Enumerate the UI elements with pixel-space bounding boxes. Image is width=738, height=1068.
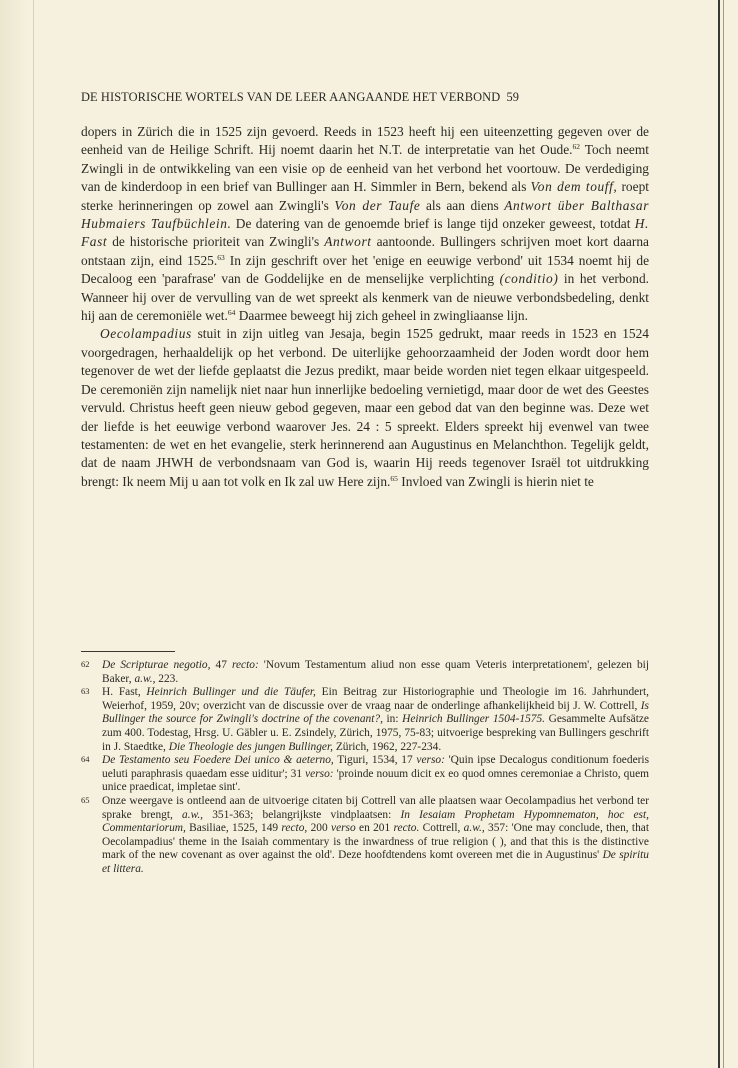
footnote-text-run: Cottrell, — [419, 822, 464, 835]
right-page-edge-shadow — [723, 0, 724, 1068]
italic-title: Antwort — [324, 234, 372, 250]
body-text — [81, 123, 649, 491]
footnote-text-run: 'Novum Testamentum aliud non esse quam Veteris interpretationem', gelezen bij Baker, — [102, 659, 649, 685]
page-number: 59 — [506, 90, 520, 104]
footnote-italic-run: recto. — [393, 822, 420, 835]
footnote-italic-run: Is Bullinger the source for Zwingli's doctrine of the covenant?, — [102, 699, 649, 726]
italic-author: H. Fast — [81, 216, 649, 250]
footnote-italic-run: verso: — [416, 754, 445, 767]
running-header-title: DE HISTORISCHE WORTELS VAN DE LEER AANGAANDE HET VERBOND — [81, 90, 501, 104]
footnote-italic-run: a.w., — [182, 808, 204, 821]
footnotes — [81, 659, 649, 877]
italic-author: Oecolampadius — [100, 326, 192, 342]
text-run: als aan diens — [420, 197, 505, 213]
italic-term: (conditio) — [499, 271, 559, 287]
italic-title: Antwort über Balthasar Hubmaiers Taufbüchlein. — [81, 197, 650, 232]
footnote-text-run: Tiguri, 1534, 17 — [333, 754, 417, 767]
footnote-number: 62 — [81, 659, 90, 669]
right-page-edge — [718, 0, 720, 1068]
footnote-italic-run: a.w., — [134, 672, 156, 685]
footnote-ref-63: 63 — [217, 252, 225, 262]
running-header — [81, 89, 649, 105]
text-run: Toch neemt Zwingli in de ontwikkeling van een visie op de eenheid van het verbond het voortouw. De verdediging van de kinderdoop in een brief van Bullinger aan H. Simmler in Bern, bekend als — [81, 142, 649, 195]
footnote-italic-run: a.w., — [463, 822, 485, 835]
footnote-text-run: H. Fast, — [102, 686, 147, 699]
footnote-italic-run: In Iesaiam Prophetam Hypomnematon, hoc est, Commentariorum, — [102, 808, 650, 835]
footnote-text-run: 'proinde nouum dicit ex eo quod omnes ceremoniae a Christo, quem unice praedicat, impletae sint'. — [102, 767, 649, 794]
footnote-separator — [81, 651, 175, 652]
text-run: Invloed van Zwingli is hierin niet te — [397, 473, 594, 489]
footnote-65 — [81, 795, 649, 877]
text-run: in het verbond. Wanneer hij over de vervulling van de wet spreekt als kenmerk van de nieuwe verbondsbedeling, denkt hij aan de ceremoniële wet. — [81, 271, 649, 324]
footnote-ref-64: 64 — [227, 308, 236, 318]
footnote-italic-run: recto: — [231, 659, 259, 671]
footnote-62 — [81, 659, 649, 686]
binding-shadow — [0, 0, 28, 1068]
footnote-text-run: 200 — [307, 822, 332, 835]
footnote-number: 64 — [81, 754, 90, 765]
italic-title: Von dem touff, — [530, 179, 618, 195]
footnote-text-run: 47 — [210, 659, 232, 671]
text-run: stuit in zijn uitleg van Jesaja, begin 1525 gedrukt, maar reeds in 1523 en 1524 voorgedragen, herhaaldelijk op het verbond. De uiterlijke gehoorzaamheid der Joden wordt door hem tegenover de wet der liefde geplaatst die Jezus predikt, maar beide worden niet tegen elkaar uitgespeeld. De ceremoniën zijn namelijk niet naar hun innerlijke bedoeling vernietigd, maar door de wet des Geestes vervuld. Christus heeft geen nieuw gebod gegeven, maar een gebod dat van den beginne was. Deze wet der liefde is het eeuwige verbond waarover Jes. 24 : 5 spreekt. Elders spreekt hij evenwel van twee testamenten: de wet en het evangelie, sterk herinnerend aan Augustinus en Melanchthon. Tegelijk geldt, dat de naam JHWH de verbondsnaam van God is, waarin Hij reeds tegenover Israël tot uitdrukking brengt: Ik neem Mij u aan tot volk en Ik zal uw Here zijn. — [81, 326, 649, 489]
footnote-text-run: 223. — [155, 672, 179, 685]
footnote-ref-65: 65 — [390, 473, 398, 483]
text-run: de historische prioriteit van Zwingli's — [107, 234, 325, 250]
footnote-italic-run: verso: — [305, 767, 334, 780]
footnote-text-run: Ein Beitrag zur Historiographie und Theologie im 16. Jahrhundert, Weierhof, 1959, 20v; overzicht van de discussie over de vraag naar de onderlinge afhankelijkheid bij J. W. Cottrell, — [102, 686, 650, 712]
footnote-64 — [81, 754, 649, 795]
footnote-italic-run: De spiritu et littera. — [102, 849, 649, 875]
footnote-italic-run: De Scripturae negotio, — [102, 659, 211, 671]
text-run: De datering van de genoemde brief is lange tijd onzeker geweest, totdat — [231, 216, 635, 232]
footnote-text-run: Zürich, 1962, 227-234. — [332, 740, 442, 753]
footnote-text-run: Basiliae, 1525, 149 — [185, 822, 282, 835]
paragraph-2 — [81, 325, 649, 491]
left-page-edge — [33, 0, 34, 1068]
italic-title: Von der Taufe — [334, 197, 421, 213]
footnote-text-run: 351-363; belangrijkste vindplaatsen: — [203, 808, 401, 821]
text-run: roept sterke herinneringen op zowel aan Zwingli's — [81, 179, 649, 213]
footnote-italic-run: verso — [331, 822, 356, 835]
footnote-text-run: Onze weergave is ontleend aan de uitvoerige citaten bij Cottrell van alle plaatsen waar Oecolampadius het verbond ter sprake brengt, — [102, 794, 649, 821]
footnote-number: 63 — [81, 686, 90, 697]
footnote-italic-run: recto, — [281, 822, 308, 835]
footnote-italic-run: Heinrich Bullinger 1504-1575. — [402, 713, 546, 726]
footnote-text-run: Gesammelte Aufsätze zum 400. Todestag, Hrsg. U. Gäbler u. E. Zsindely, Zürich, 1975, 75-83; uitvoerige bespreking van Bullingers geschrift in J. Staedtke, — [102, 713, 649, 753]
footnote-text-run: 357: 'One may conclude, then, that Oecolampadius' theme in the Isaiah commentary is the inwardness of true religion ( ), and that this is the distinctive mark of the new covenant as over against the old'. Deze hoofdtendens komt overeen met die in Augustinus' — [102, 822, 650, 862]
footnote-text-run: en 201 — [355, 822, 394, 835]
text-run: In zijn geschrift over het 'enige en eeuwige verbond' uit 1534 noemt hij de Decaloog een 'parafrase' van de Goddelijke en de menselijke verplichting — [81, 252, 650, 287]
footnote-italic-run: Die Theologie des jungen Bullinger, — [168, 740, 333, 753]
footnote-number: 65 — [81, 794, 90, 805]
footnote-text-run: 'Quin ipse Decalogus conditionum foederis ueluti paraphrasis quaedam esse uiditur'; 31 — [102, 754, 650, 780]
footnote-italic-run: Heinrich Bullinger und die Täufer, — [146, 686, 316, 699]
paragraph-1 — [81, 123, 649, 325]
text-run: Daarmee beweegt hij zich geheel in zwingliaanse lijn. — [235, 308, 528, 324]
text-run: dopers in Zürich die in 1525 zijn gevoerd. Reeds in 1523 heeft hij een uiteenzetting gegeven over de eenheid van de Heilige Schrift. Hij noemt daarin het N.T. de interpretatie van het Oude. — [81, 124, 649, 158]
footnote-ref-62: 62 — [572, 142, 581, 152]
footnote-text-run: in: — [382, 713, 403, 726]
footnote-63 — [81, 686, 649, 754]
text-run: aantoonde. Bullingers schrijven moet kort daarna ontstaan zijn, eind 1525. — [81, 234, 649, 268]
footnote-italic-run: De Testamento seu Foedere Dei unico & aeterno, — [102, 754, 334, 767]
